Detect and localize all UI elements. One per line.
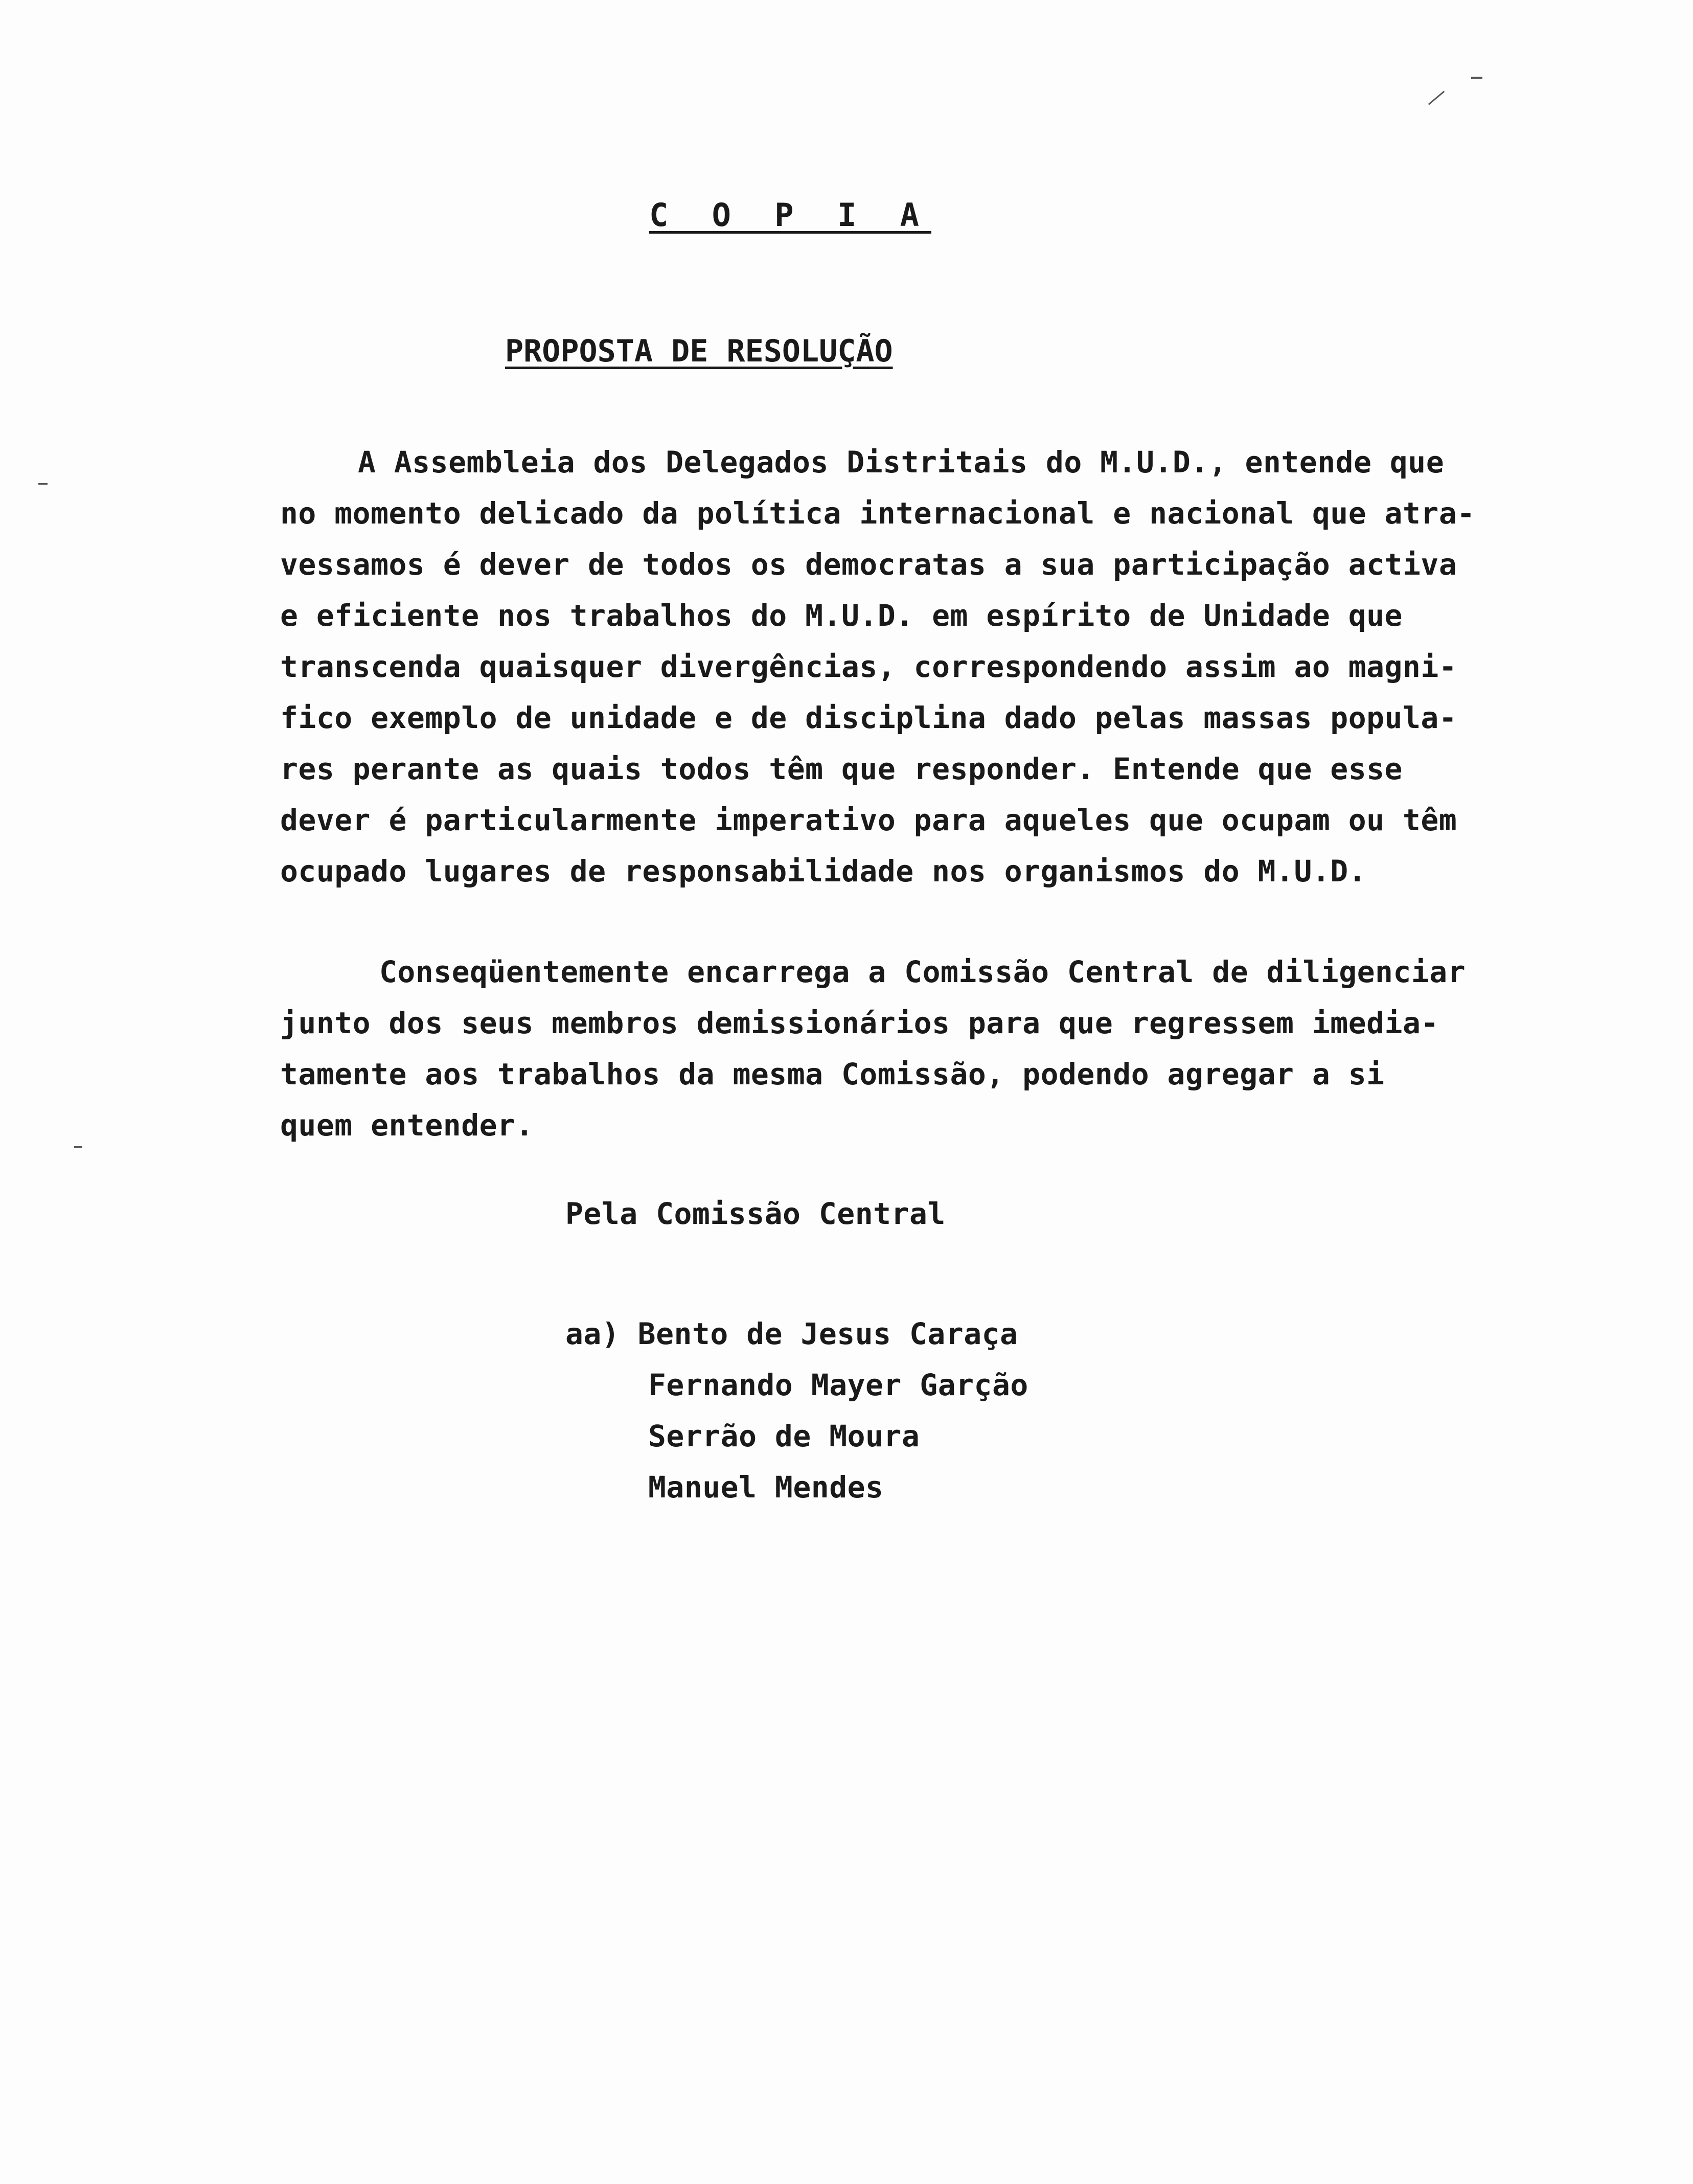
text-line: res perante as quais todos têm que responder. Entende que esse xyxy=(280,752,1403,786)
scan-mark xyxy=(1428,90,1445,105)
signatory: Fernando Mayer Garção xyxy=(648,1368,1028,1402)
text-line: vessamos é dever de todos os democratas a sua participação activa xyxy=(280,547,1457,582)
text-line: transcenda quaisquer divergências, correspondendo assim ao magni- xyxy=(280,649,1457,684)
signatory: aa) Bento de Jesus Caraça xyxy=(565,1316,1018,1351)
signatory: Manuel Mendes xyxy=(648,1470,884,1505)
text-line: tamente aos trabalhos da mesma Comissão, podendo agregar a si xyxy=(280,1057,1385,1091)
text-line: ocupado lugares de responsabilidade nos organismos do M.U.D. xyxy=(280,854,1367,889)
document-header: C O P I A xyxy=(649,196,931,234)
text-line: e eficiente nos trabalhos do M.U.D. em espírito de Unidade que xyxy=(280,598,1403,633)
signatory: Serrão de Moura xyxy=(648,1419,920,1453)
text-line: quem entender. xyxy=(280,1108,534,1143)
scan-mark xyxy=(74,1146,82,1148)
scan-mark xyxy=(1471,77,1482,79)
text-line: dever é particularmente imperativo para aqueles que ocupam ou têm xyxy=(280,803,1457,837)
text-line: A Assembleia dos Delegados Distritais do M.U.D., entende que xyxy=(358,445,1445,480)
text-line: no momento delicado da política internacional e nacional que atra- xyxy=(280,496,1475,531)
text-line: junto dos seus membros demissionários para que regressem imedia- xyxy=(280,1006,1439,1040)
scan-mark xyxy=(38,483,48,485)
document-title: PROPOSTA DE RESOLUÇÃO xyxy=(505,333,893,369)
signed-by: Pela Comissão Central xyxy=(565,1196,946,1231)
text-line: fico exemplo de unidade e de disciplina dado pelas massas popula- xyxy=(280,700,1457,735)
text-line: Conseqüentemente encarrega a Comissão Central de diligenciar xyxy=(379,954,1466,989)
